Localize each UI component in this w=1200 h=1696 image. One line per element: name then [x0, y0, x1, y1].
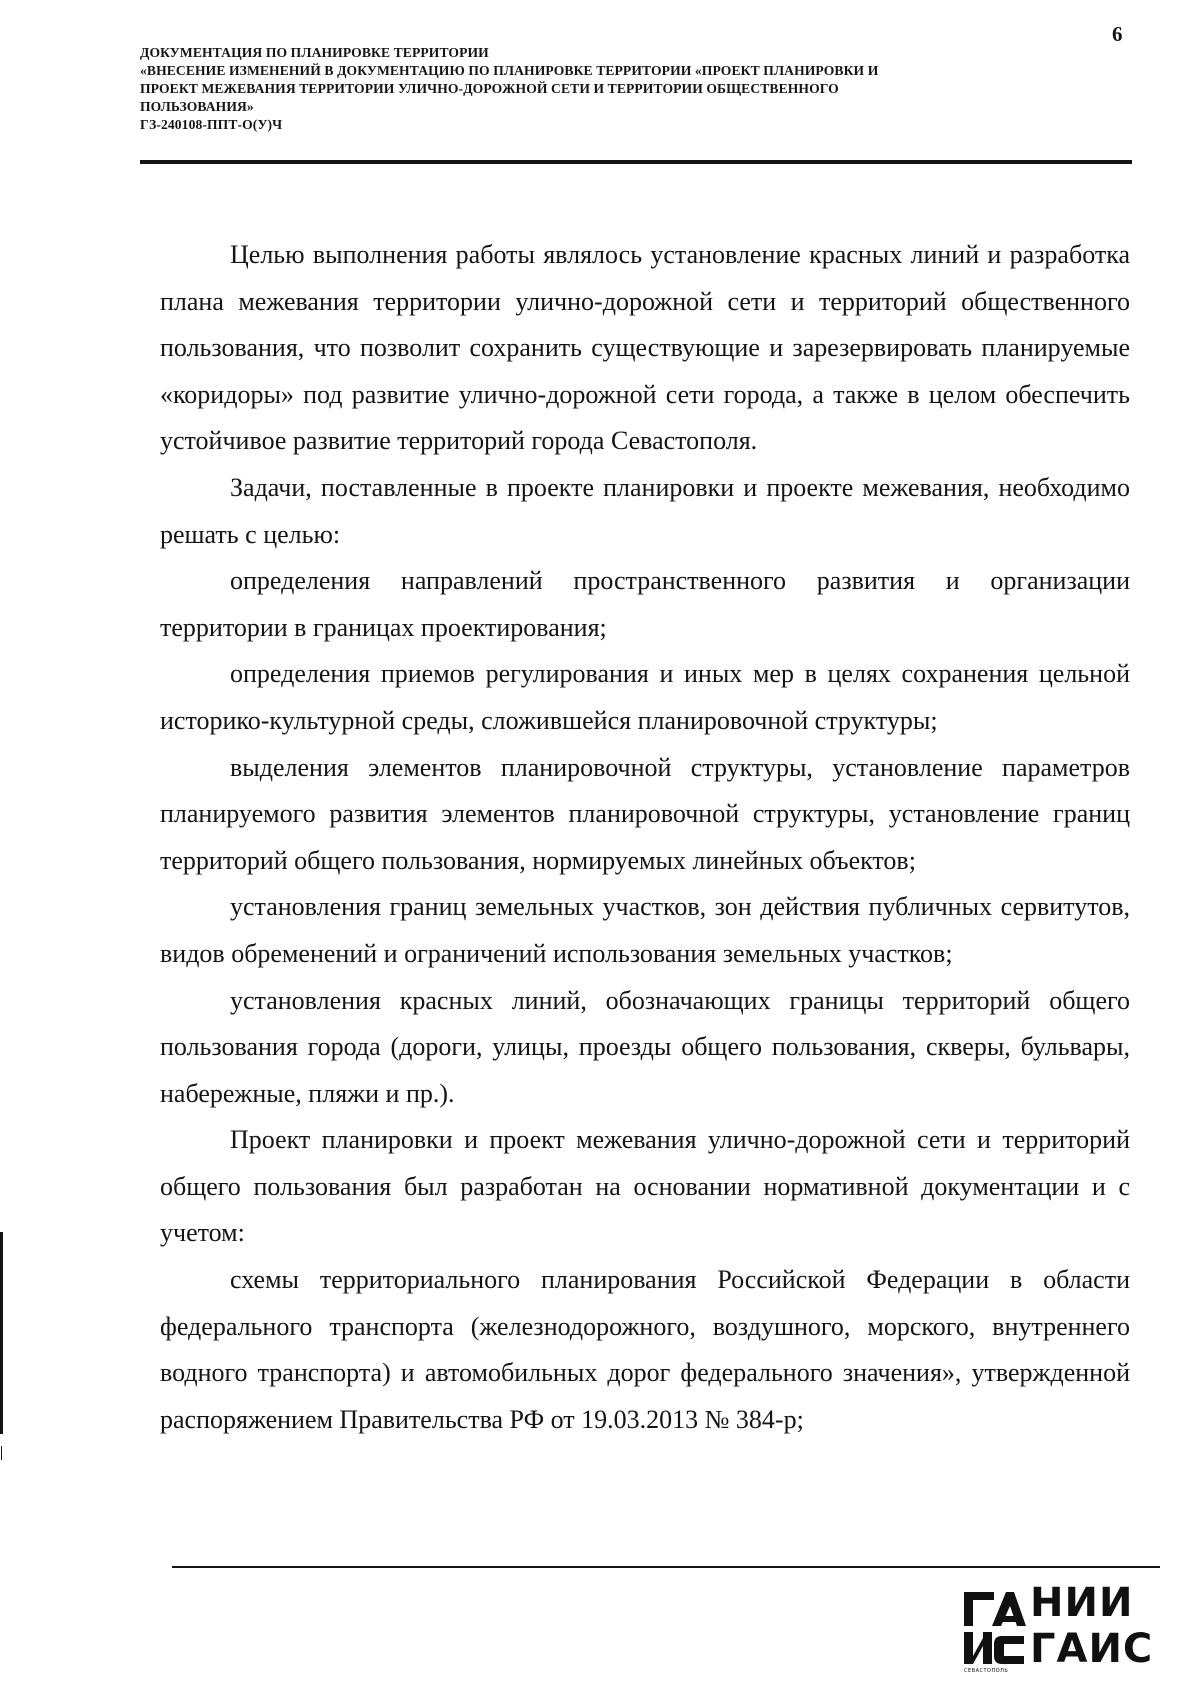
header-line-code: ГЗ-240108-ППТ-О(У)Ч [140, 117, 283, 132]
paragraph-transport-scheme: схемы территориального планирования Российской Федерации в области федерального транспорта (железнодорожного, воздушного, морского, внутреннего водного транспорта) и автомобильных дорог федерального значения», утвержденной распоряжением Правительства РФ от 19.03.2013 № 384-р; [160, 1265, 1130, 1434]
document-body [160, 232, 1130, 1443]
gais-emblem-icon [962, 1586, 1026, 1672]
paragraph-tasks-intro: Задачи, поставленные в проекте планировки и проекте межевания, необходимо решать с целью: [160, 472, 1130, 549]
header-line-subtitle-1: «ВНЕСЕНИЕ ИЗМЕНЕНИЙ В ДОКУМЕНТАЦИЮ ПО ПЛАНИРОВКЕ ТЕРРИТОРИИ «ПРОЕКТ ПЛАНИРОВКИ И [140, 63, 879, 78]
page-number: 6 [1112, 22, 1123, 46]
header-line-subtitle-2: ПРОЕКТ МЕЖЕВАНИЯ ТЕРРИТОРИИ УЛИЧНО-ДОРОЖНОЙ СЕТИ И ТЕРРИТОРИИ ОБЩЕСТВЕННОГО [140, 81, 839, 96]
header-line-subtitle-3: ПОЛЬЗОВАНИЯ» [140, 99, 254, 114]
paragraph-goal: Целью выполнения работы являлось установление красных линий и разработка плана межевания территории улично-дорожной сети и территорий общественного пользования, что позволит сохранить существующие и зарезервировать планируемые «коридоры» под развитие улично-дорожной сети города, а также в целом обеспечить устойчивое развитие территорий города Севастополя. [160, 240, 1130, 456]
margin-binding-mark-small [1, 1446, 2, 1460]
document-header [140, 44, 1140, 134]
paragraph-task-development-directions: определения направлений пространственного развития и организации территории в границах проектирования; [160, 566, 1130, 642]
margin-binding-mark [0, 1232, 3, 1434]
header-divider [140, 160, 1132, 164]
logo-wordmark [1030, 1580, 1153, 1672]
logo-small-caption: СЕВАСТОПОЛЬ [964, 1668, 1009, 1674]
logo-line-nii: НИИ [1030, 1580, 1134, 1626]
paragraph-task-red-lines: установления красных линий, обозначающих границы территорий общего пользования города (дороги, улицы, проезды общего пользования, скверы, бульвары, набережные, пляжи и пр.). [160, 985, 1130, 1108]
paragraph-basis: Проект планировки и проект межевания улично-дорожной сети и территорий общего пользования был разработан на основании нормативной документации и с учетом: [160, 1125, 1130, 1248]
nii-gais-logo [962, 1580, 1154, 1676]
header-line-title: ДОКУМЕНТАЦИЯ ПО ПЛАНИРОВКЕ ТЕРРИТОРИИ [140, 45, 489, 60]
paragraph-task-planning-elements: выделения элементов планировочной структуры, установление параметров планируемого развития элементов планировочной структуры, установление границ территорий общего пользования, нормируемых линейных объектов; [160, 752, 1130, 875]
paragraph-task-regulation: определения приемов регулирования и иных мер в целях сохранения цельной историко-культурной среды, сложившейся планировочной структуры; [160, 659, 1130, 735]
logo-line-gais: ГАИС [1030, 1626, 1154, 1672]
paragraph-task-land-plots: установления границ земельных участков, зон действия публичных сервитутов, видов обременений и ограничений использования земельных участков; [160, 892, 1130, 968]
footer-divider [172, 1566, 1160, 1568]
